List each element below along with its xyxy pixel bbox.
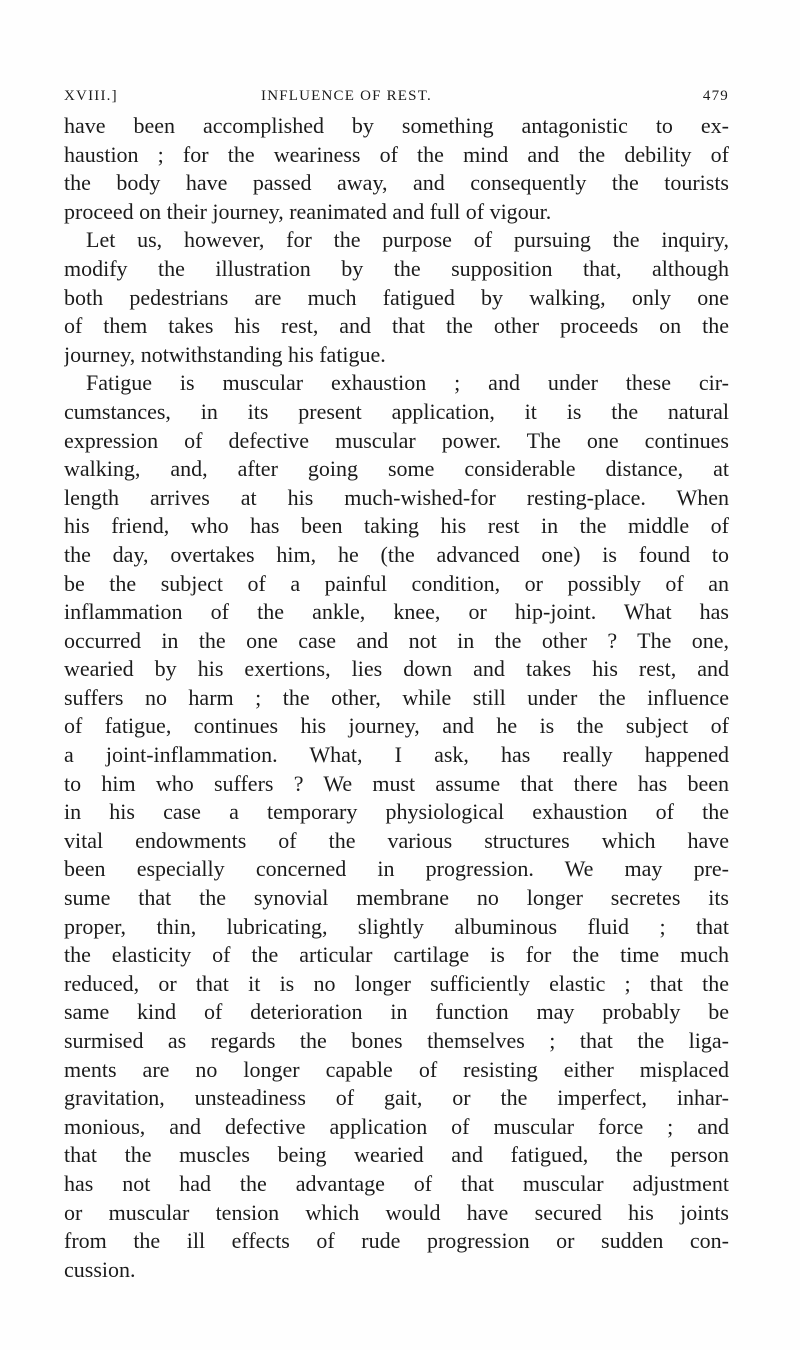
text-line: reduced, or that it is no longer sufficiently elastic ; that the [64, 970, 729, 996]
text-line: has not had the advantage of that muscular adjustment [64, 1170, 729, 1196]
running-head [64, 88, 729, 112]
text-line: both pedestrians are much fatigued by walking, only one [64, 284, 729, 310]
text-line: cumstances, in its present application, it is the natural [64, 398, 729, 424]
chapter-number: XVIII.] [64, 88, 118, 104]
text-line: to him who suffers ? We must assume that there has been [64, 770, 729, 796]
text-line: modify the illustration by the supposition that, although [64, 255, 729, 281]
text-line: a joint-inflammation. What, I ask, has really happened [64, 742, 729, 768]
text-line: proper, thin, lubricating, slightly albuminous fluid ; that [64, 913, 729, 939]
text-line: wearied by his exertions, lies down and takes his rest, and [64, 656, 729, 682]
text-line: monious, and defective application of muscular force ; and [64, 1113, 729, 1139]
text-line: been especially concerned in progression. We may pre- [64, 856, 729, 882]
text-line: walking, and, after going some considerable distance, at [64, 456, 729, 482]
text-line: his friend, who has been taking his rest in the middle of [64, 513, 729, 539]
page-number: 479 [702, 88, 729, 104]
text-line: ments are no longer capable of resisting either misplaced [64, 1056, 729, 1082]
text-line: haustion ; for the weariness of the mind and the debility of [64, 141, 729, 167]
text-line: occurred in the one case and not in the other ? The one, [64, 627, 729, 653]
text-line: vital endowments of the various structures which have [64, 827, 729, 853]
text-line: be the subject of a painful condition, or possibly of an [64, 570, 729, 596]
text-line: have been accomplished by something antagonistic to ex- [64, 113, 729, 138]
text-line: in his case a temporary physiological exhaustion of the [64, 799, 729, 825]
text-line: that the muscles being wearied and fatigued, the person [64, 1142, 729, 1168]
text-line: Fatigue is muscular exhaustion ; and under these cir- [86, 370, 729, 396]
text-line: cussion. [64, 1256, 136, 1282]
text-line: expression of defective muscular power. The one continues [64, 427, 729, 453]
text-line: proceed on their journey, reanimated and full of vigour. [64, 198, 552, 224]
text-line: gravitation, unsteadiness of gait, or the imperfect, inhar- [64, 1085, 729, 1111]
text-line: of them takes his rest, and that the other proceeds on the [64, 313, 729, 339]
text-line: or muscular tension which would have secured his joints [64, 1199, 729, 1225]
text-line: the day, overtakes him, he (the advanced one) is found to [64, 541, 729, 567]
text-line: inflammation of the ankle, knee, or hip-joint. What has [64, 599, 729, 625]
text-line: same kind of deterioration in function may probably be [64, 999, 729, 1025]
text-line: surmised as regards the bones themselves ; that the liga- [64, 1028, 729, 1053]
text-line: sume that the synovial membrane no longer secretes its [64, 885, 729, 911]
text-line: length arrives at his much-wished-for resting-place. When [64, 484, 729, 510]
body-text [64, 112, 729, 1284]
text-line: the elasticity of the articular cartilage is for the time much [64, 942, 729, 968]
text-line: suffers no harm ; the other, while still under the influence [64, 684, 729, 710]
chapter-title: INFLUENCE OF REST. [261, 88, 432, 104]
text-line: journey, notwithstanding his fatigue. [64, 341, 386, 367]
text-line: from the ill effects of rude progression or sudden con- [64, 1228, 729, 1254]
text-line: Let us, however, for the purpose of pursuing the inquiry, [86, 227, 729, 253]
text-line: of fatigue, continues his journey, and he is the subject of [64, 713, 729, 739]
text-line: the body have passed away, and consequently the tourists [64, 170, 729, 196]
